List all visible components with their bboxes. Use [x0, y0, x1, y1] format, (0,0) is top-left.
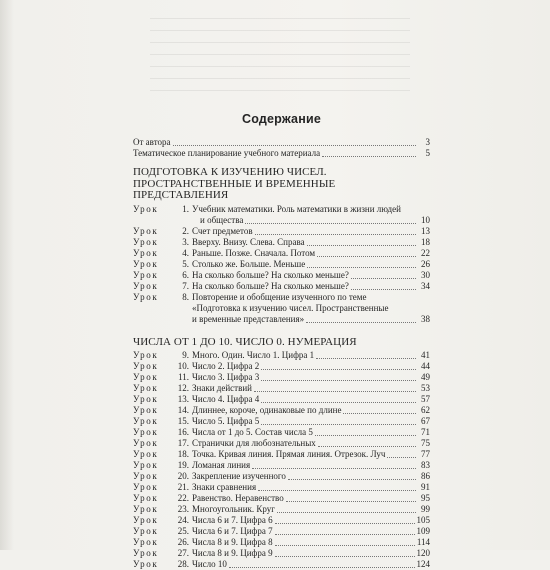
lesson-page-number: 83: [421, 460, 430, 470]
lesson-label: Урок: [133, 372, 159, 382]
lesson-label: Урок: [133, 559, 159, 569]
lesson-label: Урок: [133, 460, 159, 470]
lesson-line: [192, 559, 430, 570]
lesson-label: Урок: [133, 350, 159, 360]
lesson-number: 27.: [177, 548, 189, 558]
lesson-number: 20.: [177, 471, 189, 481]
lesson-body: [192, 226, 430, 237]
lesson-page-number: 53: [421, 383, 430, 393]
lesson-title-text: и общества: [200, 214, 244, 225]
lesson-label: Урок: [133, 548, 159, 558]
lesson-title-text: Ломаная линия: [192, 460, 251, 470]
lesson-number: 19.: [177, 460, 189, 470]
lesson-number: 15.: [177, 416, 189, 426]
lesson-label: Урок: [133, 258, 159, 269]
lesson-number: 26.: [177, 537, 189, 547]
lesson-line: [192, 270, 430, 281]
lesson-label: Урок: [133, 405, 159, 415]
lesson-line: [192, 471, 430, 482]
lesson-number: 14.: [177, 405, 189, 415]
dot-leader: [275, 523, 415, 524]
lesson-title-text: Столько же. Больше. Меньше: [192, 258, 306, 269]
dot-leader: [316, 358, 416, 359]
lesson-entry: [133, 281, 430, 292]
dot-leader: [277, 512, 416, 513]
dot-leader: [261, 369, 416, 370]
lesson-page-number: 120: [416, 548, 430, 558]
lesson-title-text: Точка. Кривая линия. Прямая линия. Отрезок. Луч: [192, 449, 386, 459]
lesson-title-text: Закрепление изученного: [192, 471, 286, 481]
dot-leader: [255, 234, 416, 235]
dot-leader: [288, 479, 416, 480]
lesson-body: [192, 372, 430, 383]
lesson-title-text: Числа 6 и 7. Цифра 7: [192, 526, 273, 536]
lesson-line: [192, 372, 430, 383]
lesson-label: Урок: [133, 427, 159, 437]
lesson-label: Урок: [133, 361, 159, 371]
lesson-entry: [133, 361, 430, 372]
lesson-title-text: Равенство. Неравенство: [192, 493, 284, 503]
lesson-title-text: Странички для любознательных: [192, 438, 316, 448]
lesson-body: [192, 237, 430, 248]
lesson-page-number: 71: [421, 427, 430, 437]
lesson-line: [192, 405, 430, 416]
lesson-entry: [133, 204, 430, 226]
toc-page-number: 3: [425, 137, 430, 147]
lesson-entry: [133, 416, 430, 427]
dot-leader: [307, 245, 416, 246]
section-title: ПОДГОТОВКА К ИЗУЧЕНИЮ ЧИСЕЛ. ПРОСТРАНСТВЕННЫЕ И ВРЕМЕННЫЕ ПРЕДСТАВЛЕНИЯ: [133, 166, 336, 201]
lesson-page-number: 30: [421, 269, 430, 280]
lesson-title-text: На сколько больше? На сколько меньше?: [192, 280, 349, 291]
lesson-line: [192, 292, 430, 303]
lesson-number: 6.: [182, 269, 189, 280]
lesson-title-text: Много. Один. Число 1. Цифра 1: [192, 350, 315, 360]
lesson-line: [192, 248, 430, 259]
lesson-page-number: 49: [421, 372, 430, 382]
lesson-page-number: 75: [421, 438, 430, 448]
toc-item-text: От автора: [133, 137, 171, 147]
lesson-line: [192, 350, 430, 361]
lesson-entry: [133, 526, 430, 537]
lesson-line: [192, 460, 430, 471]
lesson-line: [192, 493, 430, 504]
lesson-label: Урок: [133, 537, 159, 547]
lesson-body: [192, 350, 430, 361]
lesson-page-number: 41: [421, 350, 430, 360]
dot-leader: [254, 391, 416, 392]
lesson-line: [192, 314, 430, 325]
lesson-body: [192, 449, 430, 460]
lesson-number: 16.: [177, 427, 189, 437]
dot-leader: [252, 468, 416, 469]
section-title: ЧИСЛА ОТ 1 ДО 10. ЧИСЛО 0. НУМЕРАЦИЯ: [133, 335, 357, 348]
lesson-line: [192, 204, 430, 215]
lesson-title-text: Число 5. Цифра 5: [192, 416, 260, 426]
lesson-page-number: 44: [421, 361, 430, 371]
lesson-title-text: Числа 8 и 9. Цифра 9: [192, 548, 273, 558]
dot-leader: [258, 490, 416, 491]
lesson-label: Урок: [133, 493, 159, 503]
lesson-title-text: Раньше. Позже. Сначала. Потом: [192, 247, 316, 258]
lesson-label: Урок: [133, 236, 159, 247]
lesson-line: [192, 237, 430, 248]
lesson-label: Урок: [133, 504, 159, 514]
lesson-entry: [133, 226, 430, 237]
dot-leader: [275, 556, 415, 557]
lesson-body: [192, 248, 430, 259]
lesson-label: Урок: [133, 416, 159, 426]
lesson-body: [192, 460, 430, 471]
lesson-line: [192, 383, 430, 394]
lesson-line: [192, 449, 430, 460]
lesson-number: 5.: [182, 258, 189, 269]
dot-leader: [315, 435, 416, 436]
lesson-number: 17.: [177, 438, 189, 448]
lesson-title-text: Числа от 1 до 5. Состав числа 5: [192, 427, 313, 437]
lesson-page-number: 10: [421, 214, 430, 225]
lesson-line: [192, 504, 430, 515]
lesson-line: [192, 215, 430, 226]
lesson-body: [192, 504, 430, 515]
lesson-body: [192, 559, 430, 570]
lesson-entry: [133, 548, 430, 559]
lesson-label: Урок: [133, 203, 159, 214]
lesson-number: 8.: [182, 291, 189, 302]
lesson-title-text: Число 10: [192, 559, 227, 569]
lesson-entry: [133, 248, 430, 259]
lesson-line: [192, 515, 430, 526]
lesson-label: Урок: [133, 394, 159, 404]
lesson-entry: [133, 460, 430, 471]
lesson-body: [192, 281, 430, 292]
dot-leader: [286, 501, 416, 502]
toc-front-item: [133, 148, 430, 159]
lesson-number: 9.: [182, 350, 189, 360]
lesson-title-text: Число 3. Цифра 3: [192, 372, 260, 382]
lesson-title-text: Числа 8 и 9. Цифра 8: [192, 537, 273, 547]
lesson-body: [192, 471, 430, 482]
toc-item-text: Тематическое планирование учебного материала: [133, 148, 321, 158]
lesson-page-number: 77: [421, 449, 430, 459]
lesson-label: Урок: [133, 526, 159, 536]
lesson-page-number: 124: [416, 559, 430, 569]
lesson-title-text: Знаки действий: [192, 383, 252, 393]
lesson-body: [192, 438, 430, 449]
lesson-title-text: Вверху. Внизу. Слева. Справа: [192, 236, 305, 247]
lesson-title-text: Длиннее, короче, одинаковые по длине: [192, 405, 342, 415]
toc-page-number: 5: [425, 148, 430, 158]
lesson-number: 22.: [177, 493, 189, 503]
lesson-label: Урок: [133, 269, 159, 280]
toc-front-item: [133, 137, 430, 148]
lesson-line: [192, 259, 430, 270]
dot-leader: [261, 380, 416, 381]
toc-sections: [133, 167, 430, 570]
lesson-entry: [133, 259, 430, 270]
lesson-line: [192, 303, 430, 314]
lesson-title-text: Счет предметов: [192, 225, 253, 236]
dot-leader: [261, 424, 416, 425]
lesson-line: [192, 394, 430, 405]
lesson-page-number: 67: [421, 416, 430, 426]
lesson-number: 3.: [182, 236, 189, 247]
dot-leader: [351, 278, 416, 279]
lesson-body: [192, 361, 430, 372]
dot-leader: [387, 457, 416, 458]
lesson-title-text: Число 2. Цифра 2: [192, 361, 260, 371]
dot-leader: [306, 322, 416, 323]
lesson-title-text: Число 4. Цифра 4: [192, 394, 260, 404]
bleed-through-text: [150, 18, 410, 93]
lesson-number: 24.: [177, 515, 189, 525]
lesson-title-text: «Подготовка к изучению чисел. Пространственные: [192, 302, 389, 313]
lesson-page-number: 86: [421, 471, 430, 481]
lesson-title-text: На сколько больше? На сколько меньше?: [192, 269, 349, 280]
lesson-page-number: 13: [421, 225, 430, 236]
lesson-label: Урок: [133, 247, 159, 258]
lesson-number: 13.: [177, 394, 189, 404]
lesson-entry: [133, 515, 430, 526]
lesson-page-number: 22: [421, 247, 430, 258]
dot-leader: [173, 145, 416, 146]
lesson-label: Урок: [133, 225, 159, 236]
lesson-title-text: Многоугольник. Круг: [192, 504, 275, 514]
lesson-line: [192, 416, 430, 427]
dot-leader: [245, 223, 416, 224]
lesson-line: [192, 482, 430, 493]
lesson-entry: [133, 537, 430, 548]
lesson-number: 28.: [177, 559, 189, 569]
lesson-page-number: 99: [421, 504, 430, 514]
lesson-entry: [133, 482, 430, 493]
lesson-entry: [133, 427, 430, 438]
lesson-body: [192, 427, 430, 438]
lesson-label: Урок: [133, 515, 159, 525]
lesson-title-text: Числа 6 и 7. Цифра 6: [192, 515, 273, 525]
lesson-body: [192, 515, 430, 526]
lesson-line: [192, 548, 430, 559]
lesson-label: Урок: [133, 383, 159, 393]
lesson-body: [192, 482, 430, 493]
lesson-body: [192, 405, 430, 416]
lesson-entry: [133, 471, 430, 482]
lesson-page-number: 91: [421, 482, 430, 492]
lesson-entry: [133, 292, 430, 325]
lesson-entry: [133, 394, 430, 405]
lesson-body: [192, 537, 430, 548]
lesson-entry: [133, 449, 430, 460]
lesson-title-text: Повторение и обобщение изученного по теме: [192, 291, 367, 302]
lesson-entry: [133, 504, 430, 515]
lesson-label: Урок: [133, 471, 159, 481]
lesson-line: [192, 438, 430, 449]
dot-leader: [307, 267, 416, 268]
lesson-label: Урок: [133, 280, 159, 291]
lesson-body: [192, 394, 430, 405]
lesson-line: [192, 526, 430, 537]
lesson-number: 23.: [177, 504, 189, 514]
lesson-title-text: Знаки сравнения: [192, 482, 257, 492]
lesson-page-number: 38: [421, 313, 430, 324]
dot-leader: [318, 446, 416, 447]
lesson-page-number: 26: [421, 258, 430, 269]
lesson-line: [192, 361, 430, 372]
lesson-entry: [133, 405, 430, 416]
lesson-number: 21.: [177, 482, 189, 492]
dot-leader: [317, 256, 416, 257]
lesson-entry: [133, 438, 430, 449]
lesson-body: [192, 493, 430, 504]
lesson-page-number: 18: [421, 236, 430, 247]
lesson-number: 25.: [177, 526, 189, 536]
lesson-label: Урок: [133, 291, 159, 302]
lesson-number: 7.: [182, 280, 189, 291]
table-of-contents: [133, 112, 430, 570]
lesson-number: 10.: [177, 361, 189, 371]
lesson-page-number: 57: [421, 394, 430, 404]
lesson-number: 1.: [182, 203, 189, 214]
lesson-entry: [133, 559, 430, 570]
lesson-title-text: и временные представления»: [192, 313, 305, 324]
lesson-line: [192, 427, 430, 438]
lesson-number: 2.: [182, 225, 189, 236]
lesson-body: [192, 270, 430, 281]
lesson-line: [192, 226, 430, 237]
lesson-body: [192, 292, 430, 325]
lesson-page-number: 95: [421, 493, 430, 503]
lesson-entry: [133, 372, 430, 383]
lesson-line: [192, 281, 430, 292]
dot-leader: [351, 289, 416, 290]
dot-leader: [275, 545, 415, 546]
lesson-body: [192, 383, 430, 394]
lesson-body: [192, 548, 430, 559]
lesson-page-number: 62: [421, 405, 430, 415]
lesson-entry: [133, 493, 430, 504]
lesson-page-number: 105: [416, 515, 430, 525]
lesson-body: [192, 259, 430, 270]
lesson-label: Урок: [133, 438, 159, 448]
lesson-body: [192, 204, 430, 226]
dot-leader: [343, 413, 416, 414]
lesson-entry: [133, 350, 430, 361]
lesson-label: Урок: [133, 449, 159, 459]
dot-leader: [275, 534, 415, 535]
lesson-title-text: Учебник математики. Роль математики в жизни людей: [192, 203, 401, 214]
lesson-number: 4.: [182, 247, 189, 258]
lesson-entry: [133, 270, 430, 281]
dot-leader: [229, 567, 415, 568]
dot-leader: [261, 402, 416, 403]
lesson-line: [192, 537, 430, 548]
lesson-number: 11.: [178, 372, 189, 382]
toc-title: Содержание: [241, 112, 321, 126]
lesson-entry: [133, 383, 430, 394]
lesson-entry: [133, 237, 430, 248]
lesson-number: 12.: [177, 383, 189, 393]
lesson-page-number: 34: [421, 280, 430, 291]
lesson-number: 18.: [177, 449, 189, 459]
lesson-page-number: 109: [416, 526, 430, 536]
lesson-label: Урок: [133, 482, 159, 492]
lesson-body: [192, 526, 430, 537]
lesson-body: [192, 416, 430, 427]
dot-leader: [322, 156, 416, 157]
lesson-page-number: 114: [416, 537, 430, 547]
